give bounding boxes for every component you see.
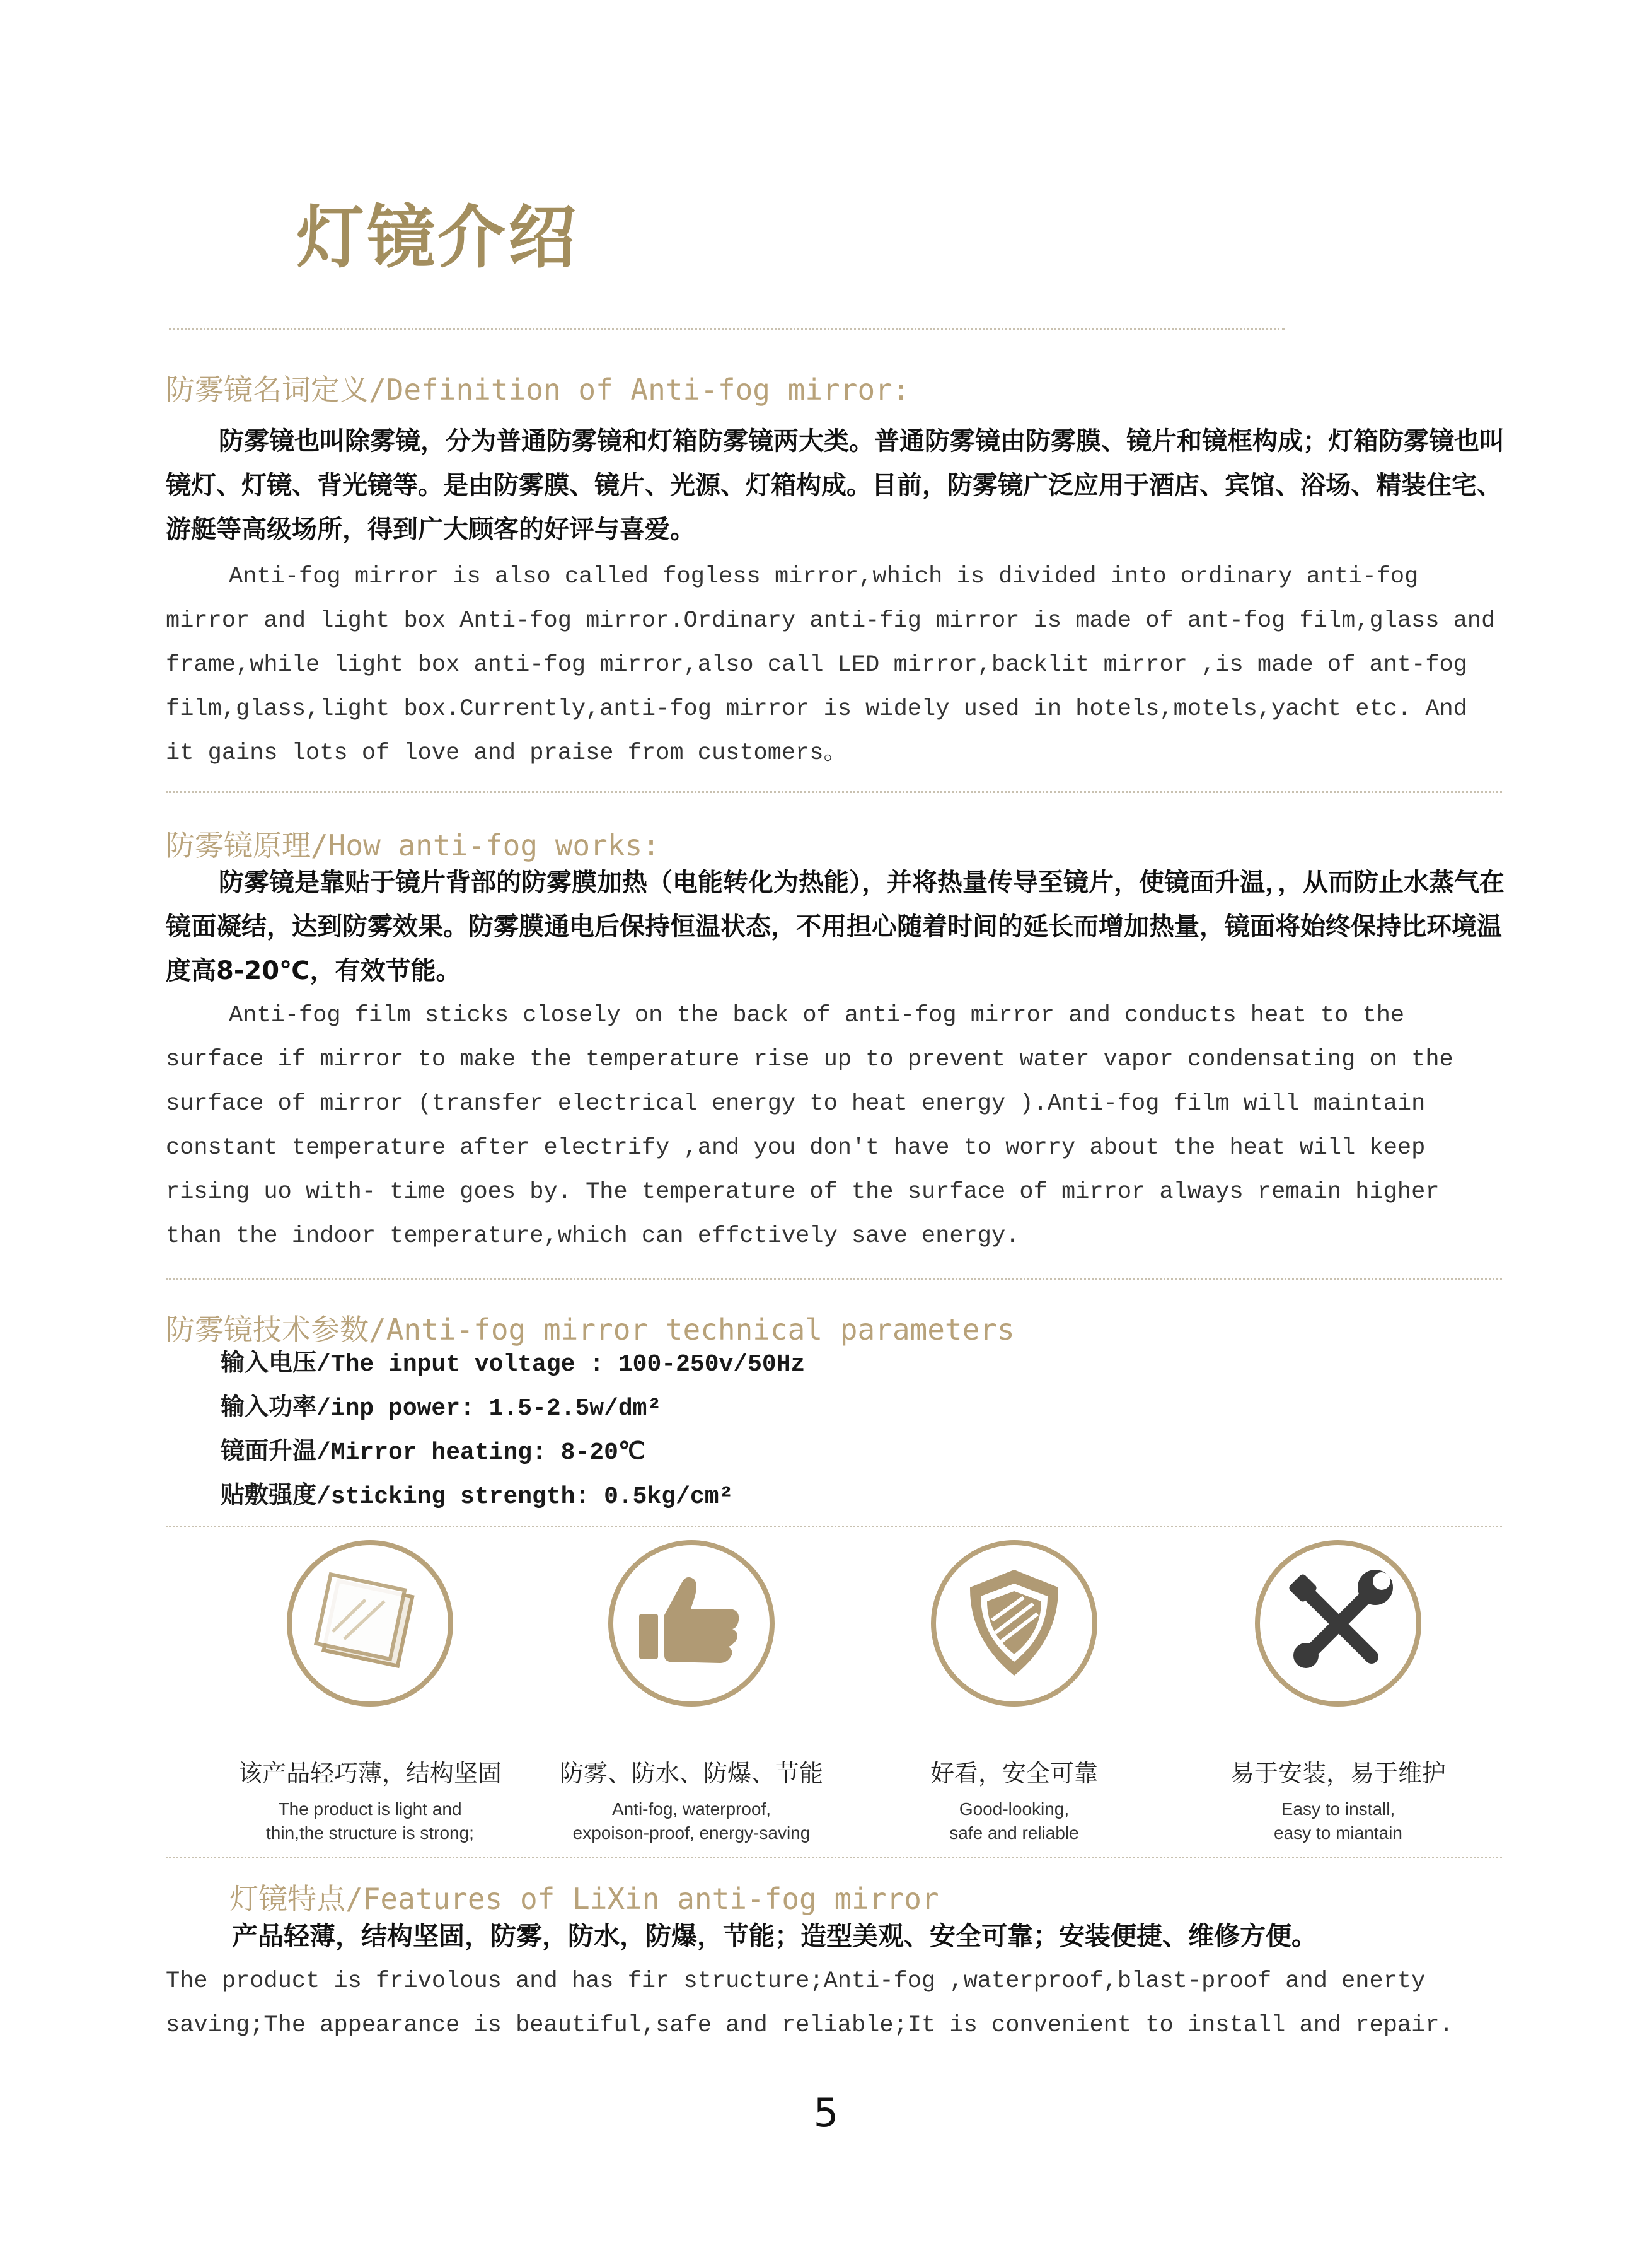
feature-en-line: Anti-fog, waterproof,	[611, 1799, 771, 1819]
feature-zh-label: 该产品轻巧薄，结构坚固	[238, 1759, 502, 1787]
feature-en-line: Easy to install,	[1281, 1799, 1395, 1819]
param-mirror-heating: 镜面升温/Mirror heating: 8-20℃	[221, 1439, 645, 1466]
feature-zh-label: 防雾、防水、防爆、节能	[559, 1759, 823, 1787]
section-divider	[166, 1526, 1502, 1527]
parameters-heading: 防雾镜技术参数/Anti-fog mirror technical parameters	[166, 1313, 1015, 1347]
features-zh-text: 产品轻薄，结构坚固，防雾，防水，防爆，节能；造型美观、安全可靠；安装便捷、维修方便。	[232, 1921, 1317, 1951]
param-input-power: 输入功率/inp power: 1.5-2.5w/dm²	[221, 1395, 662, 1422]
principle-heading: 防雾镜原理/How anti-fog works:	[166, 828, 660, 862]
shield-icon	[929, 1538, 1099, 1708]
features-en-text: The product is frivolous and has fir structure;Anti-fog ,waterproof,blast-proof and enerty saving;The appearance is beautiful,safe and reliable;It is convenient to install and repair.	[166, 1968, 1453, 2039]
section-divider	[166, 791, 1502, 793]
section-divider	[166, 1857, 1502, 1858]
feature-en-line: The product is light and	[278, 1799, 462, 1819]
section-divider	[166, 1278, 1502, 1280]
features-heading: 灯镜特点/Features of LiXin anti-fog mirror	[229, 1882, 939, 1916]
definition-heading: 防雾镜名词定义/Definition of Anti-fog mirror:	[166, 373, 910, 407]
param-input-voltage: 输入电压/The input voltage : 100-250v/50Hz	[221, 1351, 806, 1378]
feature-protection	[528, 1538, 855, 1845]
feature-en-line: expoison-proof, energy-saving	[572, 1823, 811, 1843]
title-divider	[169, 328, 1285, 330]
principle-zh-text: 防雾镜是靠贴于镜片背部的防雾膜加热（电能转化为热能），并将热量传导至镜片，使镜面升温，，从而防止水蒸气在镜面凝结，达到防雾效果。防雾膜通电后保持恒温状态，不用担心随着时间的延长而增加热量，镜面将始终保持比环境温度高8-20℃，有效节能。	[166, 868, 1505, 985]
feature-en-line: easy to miantain	[1274, 1823, 1402, 1843]
parameters-list	[221, 1343, 805, 1519]
glass-pane-icon	[285, 1538, 455, 1708]
definition-zh-text: 防雾镜也叫除雾镜，分为普通防雾镜和灯箱防雾镜两大类。普通防雾镜由防雾膜、镜片和镜框构成；灯箱防雾镜也叫镜灯、灯镜、背光镜等。是由防雾膜、镜片、光源、灯箱构成。目前，防雾镜广泛应用于酒店、宾馆、浴场、精装住宅、游艇等高级场所，得到广大顾客的好评与喜爱。	[166, 427, 1505, 544]
feature-light-thin	[206, 1538, 534, 1845]
tools-icon	[1253, 1538, 1423, 1708]
feature-zh-label: 好看，安全可靠	[930, 1759, 1098, 1787]
page-title: 灯镜介绍	[296, 199, 579, 277]
feature-zh-label: 易于安装，易于维护	[1230, 1759, 1446, 1787]
feature-en-line: safe and reliable	[949, 1823, 1079, 1843]
param-sticking-strength: 贴敷强度/sticking strength: 0.5kg/cm²	[221, 1483, 734, 1510]
thumbs-up-icon	[606, 1538, 777, 1708]
principle-en-text: Anti-fog film sticks closely on the back of anti-fog mirror and conducts heat to the surface if mirror to make the temperature rise up to prevent water vapor condensating on the surface of mirror (transfer electrical energy to heat energy ).Anti-fog film will maintain constant temperature after electrify ,and you don't have to worry about the heat will keep rising uo with- time goes by. The temperature of the surface of mirror always remain higher than the indoor temperature,which can effctively save energy.	[166, 1002, 1453, 1249]
feature-en-line: Good-looking,	[959, 1799, 1070, 1819]
feature-install	[1174, 1538, 1502, 1845]
definition-en-text: Anti-fog mirror is also called fogless mirror,which is divided into ordinary anti-fog mirror and light box Anti-fog mirror.Ordinary anti-fig mirror is made of ant-fog film,glass and frame,while light box anti-fog mirror,also call LED mirror,backlit mirror ,is made of ant-fog film,glass,light box.Currently,anti-fog mirror is widely used in hotels,motels,yacht etc. And it gains lots of love and praise from customers。	[166, 564, 1496, 767]
feature-en-line: thin,the structure is strong;	[266, 1823, 474, 1843]
feature-safe	[850, 1538, 1178, 1845]
page-number: 5	[813, 2090, 839, 2136]
